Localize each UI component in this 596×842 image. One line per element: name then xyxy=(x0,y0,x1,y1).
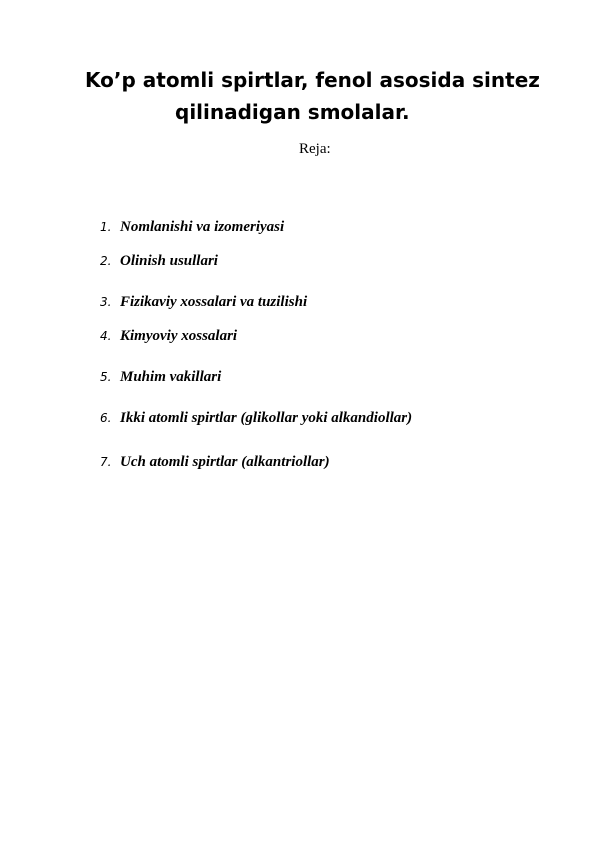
plan-item-number: 2. xyxy=(100,254,112,268)
plan-item-4 xyxy=(100,328,237,345)
plan-item-text: Olinish usullari xyxy=(120,253,218,269)
plan-item-2 xyxy=(100,253,218,270)
plan-item-number: 6. xyxy=(100,411,112,425)
plan-heading: Reja: xyxy=(299,141,331,157)
plan-item-text: Nomlanishi va izomeriyasi xyxy=(120,219,285,235)
plan-item-text: Kimyoviy xossalari xyxy=(120,328,238,344)
title-line-2: qilinadigan smolalar. xyxy=(175,100,410,124)
plan-item-1 xyxy=(100,219,284,236)
plan-item-text: Uch atomli spirtlar (alkantriollar) xyxy=(120,454,330,470)
plan-item-7 xyxy=(100,454,330,471)
title-line-1: Ko’p atomli spirtlar, fenol asosida sintez xyxy=(85,68,540,92)
plan-item-text: Muhim vakillari xyxy=(120,369,222,385)
plan-item-number: 7. xyxy=(100,455,112,469)
plan-item-number: 3. xyxy=(100,295,112,309)
plan-item-number: 1. xyxy=(100,220,112,234)
plan-item-number: 4. xyxy=(100,329,112,343)
plan-item-6 xyxy=(100,410,412,427)
plan-item-number: 5. xyxy=(100,370,112,384)
plan-item-text: Fizikaviy xossalari va tuzilishi xyxy=(120,294,308,310)
plan-item-text: Ikki atomli spirtlar (glikollar yoki alkandiollar) xyxy=(120,410,413,426)
plan-item-5 xyxy=(100,369,221,386)
plan-item-3 xyxy=(100,294,307,311)
